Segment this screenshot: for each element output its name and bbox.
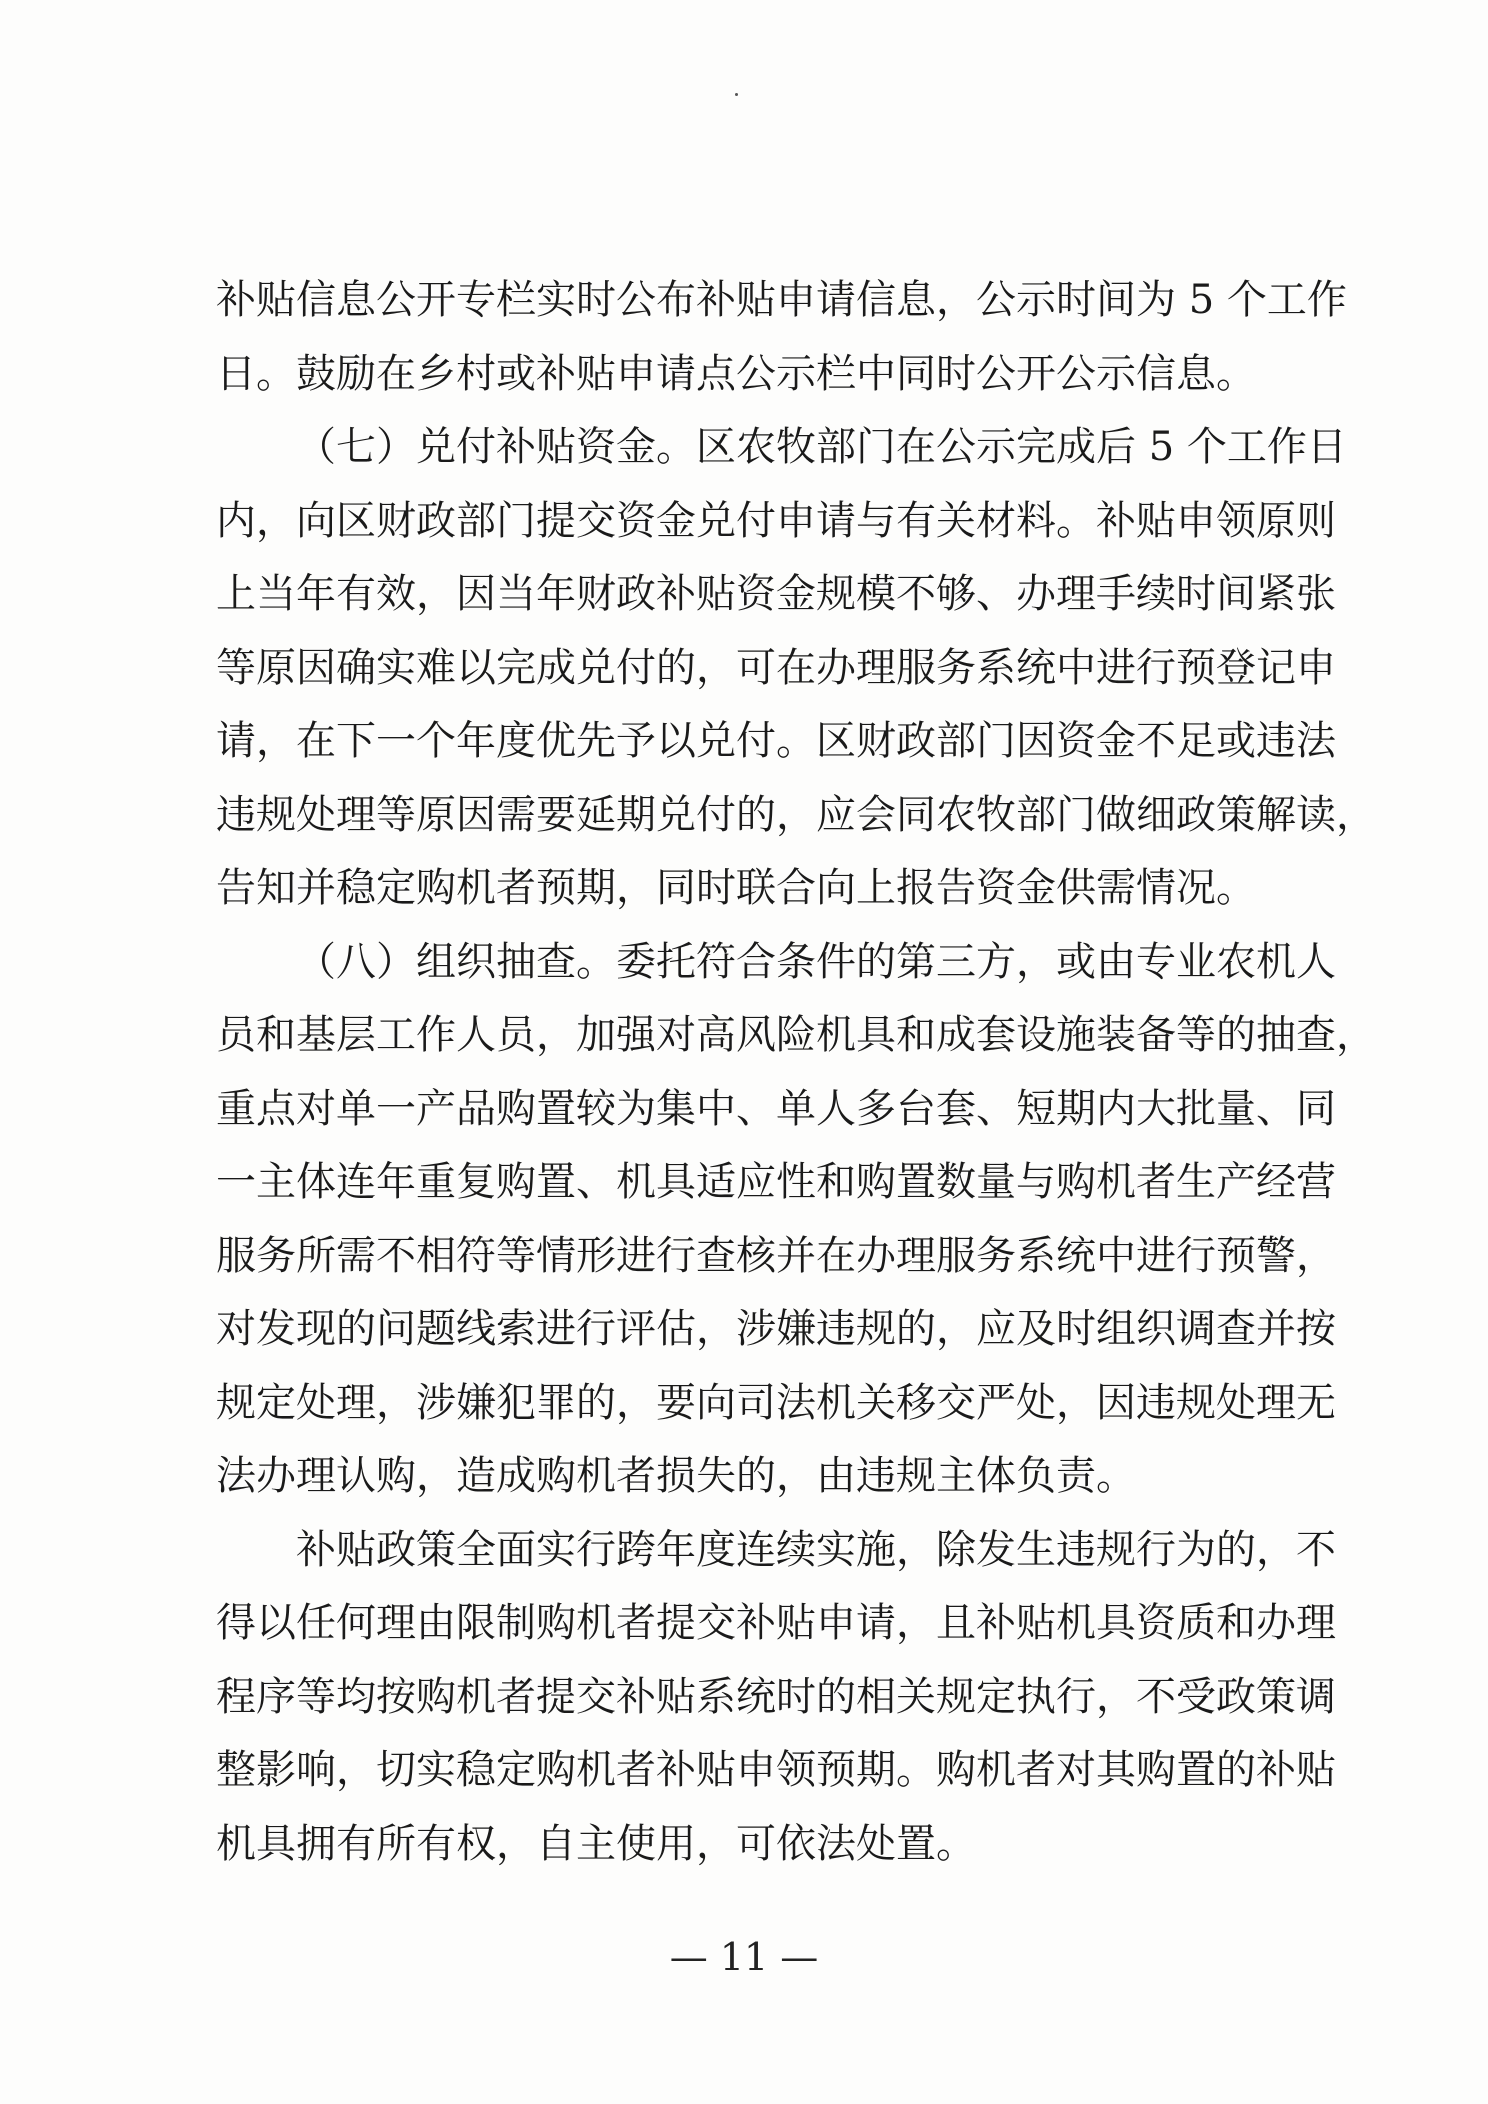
text-line: 规定处理，涉嫌犯罪的，要向司法机关移交严处，因违规处理无	[216, 1379, 1336, 1426]
page-number: — 11 —	[669, 1935, 819, 1979]
text-line: 告知并稳定购机者预期，同时联合向上报告资金供需情况。	[216, 865, 1256, 911]
text-line: 机具拥有所有权，自主使用，可依法处置。	[216, 1820, 976, 1867]
text-line-paragraph-start: 补贴政策全面实行跨年度连续实施，除发生违规行为的，不	[296, 1526, 1336, 1573]
text-line: 重点对单一产品购置较为集中、单人多台套、短期内大批量、同	[216, 1085, 1336, 1132]
scan-speck	[735, 93, 738, 96]
text-line-section-8-heading: （八）组织抽查。委托符合条件的第三方，或由专业农机人	[296, 938, 1336, 985]
text-line: 对发现的问题线索进行评估，涉嫌违规的，应及时组织调查并按	[216, 1306, 1336, 1352]
text-line: 一主体连年重复购置、机具适应性和购置数量与购机者生产经营	[216, 1159, 1336, 1205]
body-text	[216, 264, 1376, 1881]
text-line: 日。鼓励在乡村或补贴申请点公示栏中同时公开公示信息。	[216, 350, 1256, 397]
text-line: 补贴信息公开专栏实时公布补贴申请信息，公示时间为 5 个工作	[216, 277, 1347, 323]
text-line: 上当年有效，因当年财政补贴资金规模不够、办理手续时间紧张	[216, 571, 1336, 617]
text-line: 法办理认购，造成购机者损失的，由违规主体负责。	[216, 1453, 1136, 1499]
text-line: 员和基层工作人员，加强对高风险机具和成套设施装备等的抽查，	[216, 1012, 1376, 1058]
text-line: 违规处理等原因需要延期兑付的，应会同农牧部门做细政策解读，	[216, 791, 1376, 838]
text-line: 程序等均按购机者提交补贴系统时的相关规定执行，不受政策调	[216, 1673, 1336, 1720]
text-line-section-7-heading: （七）兑付补贴资金。区农牧部门在公示完成后 5 个工作日	[296, 424, 1347, 470]
text-line: 服务所需不相符等情形进行查核并在办理服务系统中进行预警，	[216, 1232, 1336, 1279]
text-line: 得以任何理由限制购机者提交补贴申请，且补贴机具资质和办理	[216, 1600, 1336, 1646]
text-line: 整影响，切实稳定购机者补贴申领预期。购机者对其购置的补贴	[216, 1747, 1336, 1793]
text-line: 请，在下一个年度优先予以兑付。区财政部门因资金不足或违法	[216, 718, 1336, 764]
text-line: 内，向区财政部门提交资金兑付申请与有关材料。补贴申领原则	[216, 497, 1336, 544]
text-line: 等原因确实难以完成兑付的，可在办理服务系统中进行预登记申	[216, 644, 1336, 691]
